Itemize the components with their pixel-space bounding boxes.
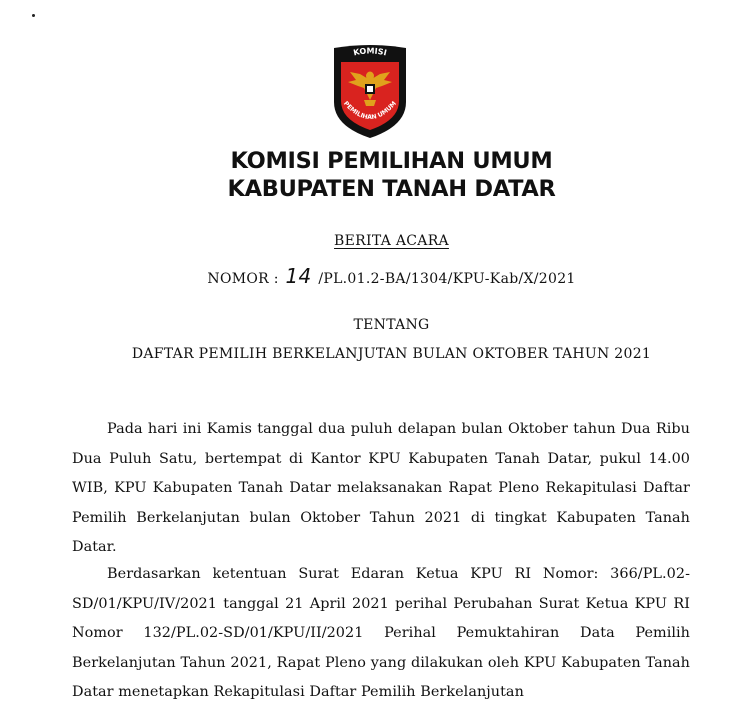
number-suffix: /PL.01.2-BA/1304/KPU-Kab/X/2021 [318,271,576,287]
scan-speck [32,14,35,17]
kpu-logo [330,44,410,140]
body-paragraph-1: Pada hari ini Kamis tanggal dua puluh delapan bulan Oktober tahun Dua Ribu Dua Puluh Satu, bertempat di Kantor KPU Kabupaten Tanah Datar, pukul 14.00 WIB, KPU Kabupaten Tanah Datar melaksanakan Rapat Pleno Rekapitulasi Daftar Pemilih Berkelanjutan bulan Oktober Tahun 2021 di tingkat Kabupaten Tanah Datar. [72,421,690,555]
document-subject: DAFTAR PEMILIH BERKELANJUTAN BULAN OKTOBER TAHUN 2021 [131,346,652,362]
handwritten-number: 14 [285,264,312,288]
document-number [18,264,747,288]
organization-name: KOMISI PEMILIHAN UMUM [230,148,553,174]
document-title: BERITA ACARA [334,233,449,249]
organization-region: KABUPATEN TANAH DATAR [227,176,556,202]
about-label: TENTANG [353,317,430,333]
body-paragraph-2: Berdasarkan ketentuan Surat Edaran Ketua KPU RI Nomor: 366/PL.02-SD/01/KPU/IV/2021 tanggal 21 April 2021 perihal Perubahan Surat Ketua KPU RI Nomor 132/PL.02-SD/01/KPU/II/2021 Perihal Pemuktahiran Data Pemilih Berkelanjutan Tahun 2021, Rapat Pleno yang dilakukan oleh KPU Kabupaten Tanah Datar menetapkan Rekapitulasi Daftar Pemilih Berkelanjutan [72,566,690,700]
logo-top-text: KOMISI [352,46,388,58]
number-prefix: NOMOR : [207,271,279,287]
logo-bottom-text: PEMILIHAN UMUM [342,100,398,122]
